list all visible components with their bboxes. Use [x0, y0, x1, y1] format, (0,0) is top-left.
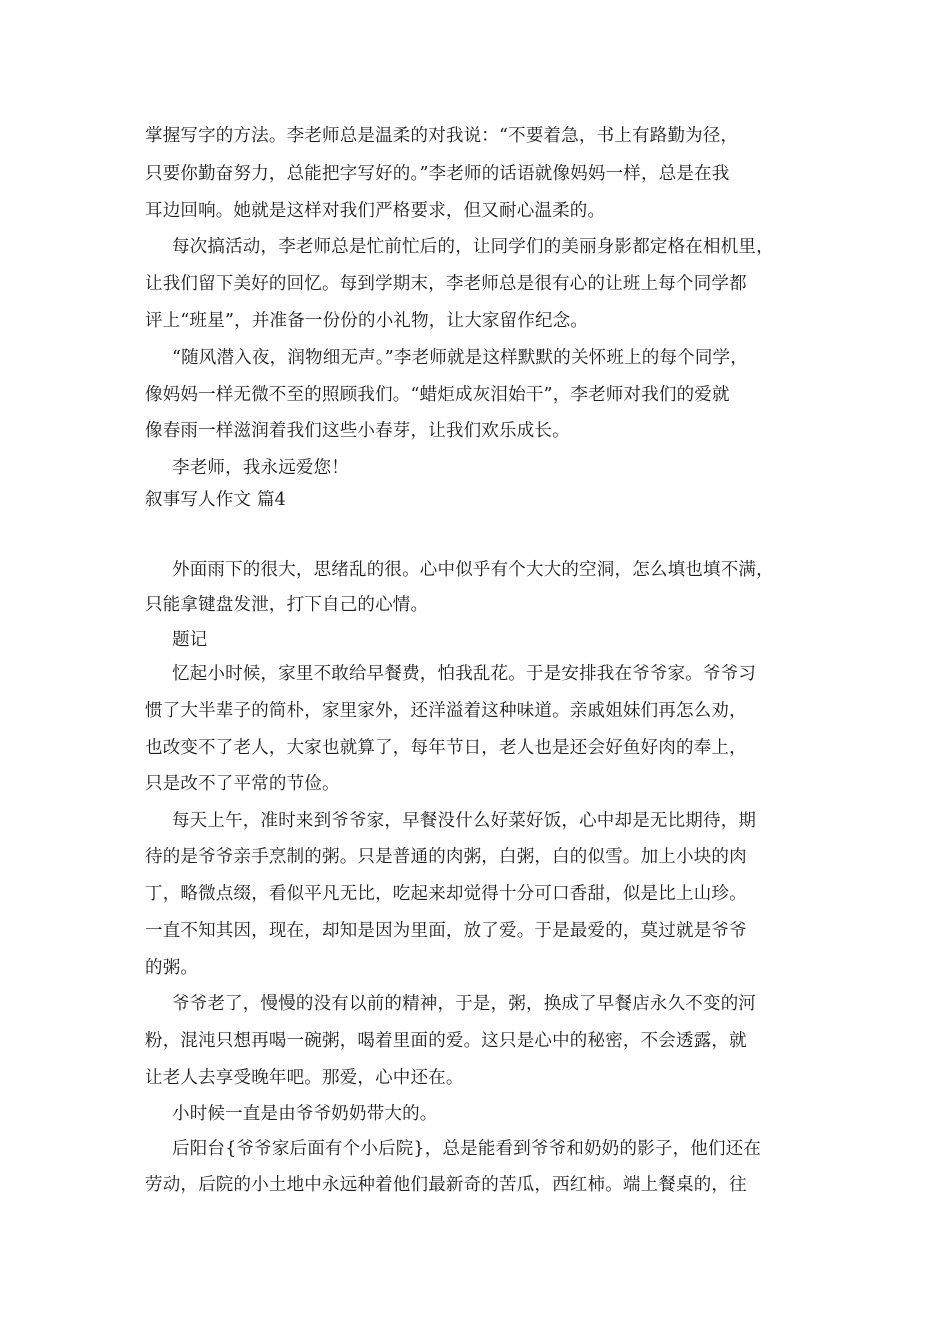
text-line: 掌握写字的方法。李老师总是温柔的对我说：“不要着急，书上有路勤为径，	[145, 126, 739, 146]
text-line: 劳动，后院的小土地中永远种着他们最新奇的苦瓜，西红柿。端上餐桌的，往	[145, 1175, 747, 1195]
text-line: 每天上午，准时来到爷爷家，早餐没什么好菜好饭，心中却是无比期待，期	[172, 811, 757, 831]
text-line: 忆起小时候，家里不敢给早餐费，怕我乱花。于是安排我在爷爷家。爷爷习	[172, 664, 757, 684]
text-line: 后阳台{爷爷家后面有个小后院}，总是能看到爷爷和奶奶的影子，他们还在	[172, 1139, 762, 1159]
text-line: “随风潜入夜，润物细无声。”李老师就是这样默默的关怀班上的每个同学，	[172, 348, 748, 368]
text-line: 像春雨一样滋润着我们这些小春芽，让我们欢乐成长。	[145, 421, 570, 441]
text-line: 让我们留下美好的回忆。每到学期末，李老师总是很有心的让班上每个同学都	[145, 274, 747, 294]
text-line: 丁，略微点缀，看似平凡无比，吃起来却觉得十分可口香甜，似是比上山珍。	[145, 884, 747, 904]
text-line: 爷爷老了，慢慢的没有以前的精神，于是，粥，换成了早餐店永久不变的河	[172, 994, 757, 1014]
text-line: 题记	[172, 630, 208, 650]
text-line: 评上“班星”，并准备一份份的小礼物，让大家留作纪念。	[145, 311, 589, 331]
text-line: 像妈妈一样无微不至的照顾我们。“蜡炬成灰泪始干”，李老师对我们的爱就	[145, 385, 730, 405]
text-line: 只能拿键盘发泄，打下自己的心情。	[145, 595, 429, 615]
text-line: 的粥。	[145, 958, 199, 978]
text-line: 每次搞活动，李老师总是忙前忙后的，让同学们的美丽身影都定格在相机里，	[172, 237, 774, 257]
text-line: 也改变不了老人，大家也就算了，每年节日，老人也是还会好鱼好肉的奉上，	[145, 738, 747, 758]
text-line: 惯了大半辈子的简朴，家里家外，还洋溢着这种味道。亲戚姐妹们再怎么劝，	[145, 701, 747, 721]
text-line: 一直不知其因，现在，却知是因为里面，放了爱。于是最爱的，莫过就是爷爷	[145, 921, 747, 941]
section-heading: 叙事写人作文 篇4	[145, 490, 286, 510]
text-line: 只是改不了平常的节俭。	[145, 774, 340, 794]
text-line: 让老人去享受晚年吧。那爱，心中还在。	[145, 1068, 464, 1088]
text-line: 外面雨下的很大，思绪乱的很。心中似乎有个大大的空洞，怎么填也填不满，	[172, 560, 774, 580]
text-line: 只要你勤奋努力，总能把字写好的。”李老师的话语就像妈妈一样，总是在我	[145, 164, 730, 184]
text-line: 李老师，我永远爱您！	[172, 458, 349, 478]
text-line: 耳边回响。她就是这样对我们严格要求，但又耐心温柔的。	[145, 201, 606, 221]
text-line: 待的是爷爷亲手烹制的粥。只是普通的肉粥，白粥，白的似雪。加上小块的肉	[145, 847, 747, 867]
text-line: 小时候一直是由爷爷奶奶带大的。	[172, 1104, 438, 1124]
text-line: 粉，混沌只想再喝一碗粥，喝着里面的爱。这只是心中的秘密，不会透露，就	[145, 1031, 747, 1051]
